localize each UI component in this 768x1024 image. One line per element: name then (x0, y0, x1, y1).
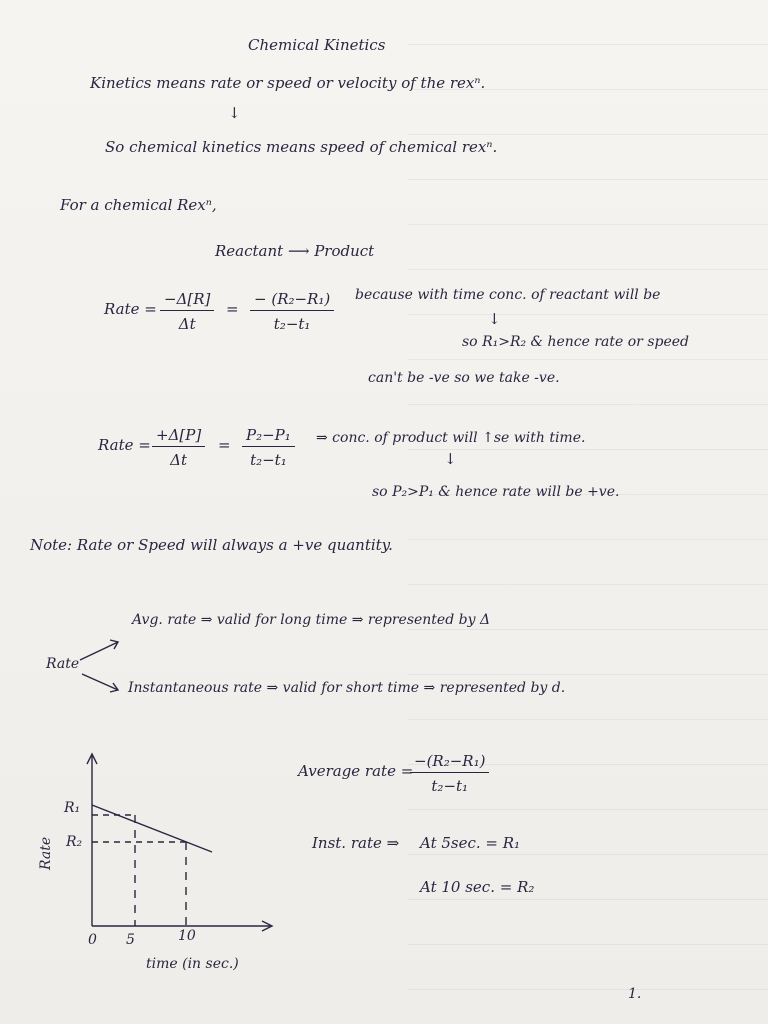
branch-arrow-down (82, 674, 118, 690)
fraction-denominator: Δt (170, 451, 188, 469)
fraction-numerator: +Δ[P] (152, 426, 205, 447)
inst-rate-at-5: At 5sec. = R₁ (420, 834, 521, 852)
fraction-numerator: −(R₂−R₁) (410, 752, 489, 773)
reactant-explanation-2: so R₁>R₂ & hence rate or speed (462, 334, 690, 350)
down-arrow-1: ↓ (228, 104, 241, 122)
graph-tick-10: 10 (178, 928, 196, 944)
fraction-denominator: t₂−t₁ (431, 777, 469, 795)
rate-product-lhs: Rate = (98, 436, 151, 454)
avg-rate-line: Avg. rate ⇒ valid for long time ⇒ represented by Δ (132, 612, 491, 628)
inst-rate-label: Inst. rate ⇒ (312, 834, 400, 852)
reaction-intro: For a chemical Rexⁿ, (60, 196, 217, 214)
fraction-denominator: t₂−t₁ (273, 315, 311, 333)
branch-arrow-up (80, 642, 118, 660)
definition-line-2: So chemical kinetics means speed of chemical rexⁿ. (105, 138, 498, 156)
product-explanation-2: so P₂>P₁ & hence rate will be +ve. (372, 484, 620, 500)
equals-sign: = (226, 300, 239, 318)
page-number: 1. (628, 986, 642, 1002)
rate-curve (92, 805, 212, 852)
rate-reactant-lhs: Rate = (104, 300, 157, 318)
graph-tick-0: 0 (88, 932, 97, 948)
fraction-denominator: Δt (178, 315, 196, 333)
product-explanation-1: ⇒ conc. of product will ↑se with time. (316, 430, 586, 446)
definition-line-1: Kinetics means rate or speed or velocity of the rexⁿ. (90, 74, 486, 92)
instantaneous-rate-line: Instantaneous rate ⇒ valid for short time ⇒ represented by d. (128, 680, 566, 696)
down-arrow-3: ↓ (444, 450, 457, 468)
average-rate-fraction (410, 752, 489, 795)
fraction-numerator: P₂−P₁ (242, 426, 295, 447)
graph-label-r1: R₁ (64, 800, 81, 816)
graph-y-axis-label: Rate (38, 836, 54, 870)
page-title: Chemical Kinetics (248, 36, 386, 54)
inst-rate-at-10: At 10 sec. = R₂ (420, 878, 535, 896)
equals-sign: = (218, 436, 231, 454)
graph-x-axis-label: time (in sec.) (146, 956, 239, 972)
graph-label-r2: R₂ (66, 834, 83, 850)
reaction-equation: Reactant ⟶ Product (215, 242, 375, 260)
reactant-explanation-1: because with time conc. of reactant will be (355, 287, 661, 303)
average-rate-label: Average rate = (298, 762, 414, 780)
note-line: Note: Rate or Speed will always a +ve quantity. (30, 536, 393, 554)
rate-time-graph (87, 754, 272, 931)
graph-tick-5: 5 (126, 932, 135, 948)
fraction-numerator: − (R₂−R₁) (250, 290, 334, 311)
reactant-explanation-3: can't be -ve so we take -ve. (368, 370, 560, 386)
rate-types-label: Rate (46, 656, 80, 672)
down-arrow-2: ↓ (488, 310, 501, 328)
fraction-numerator: −Δ[R] (160, 290, 214, 311)
fraction-denominator: t₂−t₁ (250, 451, 287, 469)
